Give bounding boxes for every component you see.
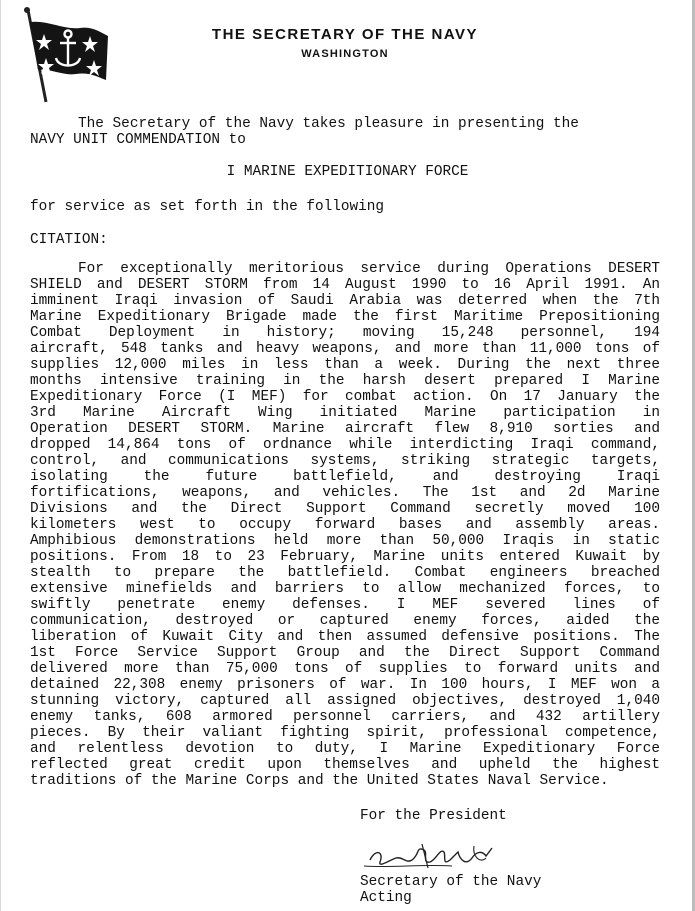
citation-line: dropped 14,864 tons of ordnance while interdicting Iraqi command, [30, 437, 660, 453]
citation-line: 1st Force Service Support Group and the Direct Support Command [30, 645, 660, 661]
page-edge-left [0, 0, 1, 911]
citation-line: pieces. By their valiant fighting spirit, professional competence, [30, 725, 660, 741]
citation-line: liberation of Kuwait City and then assumed defensive positions. The [30, 629, 660, 645]
citation-line: For exceptionally meritorious service during Operations DESERT [78, 261, 660, 277]
citation-line: Amphibious demonstrations held more than 50,000 Iraqis in static [30, 533, 660, 549]
citation-line: stealth to prepare the battlefield. Combat engineers breached [30, 565, 660, 581]
closing-line: For the President [360, 808, 507, 824]
citation-line: isolating the future battlefield, and destroying Iraqi [30, 469, 660, 485]
citation-line: detained 22,308 enemy prisoners of war. In 100 hours, I MEF won a [30, 677, 660, 693]
intro-paragraph [30, 116, 660, 148]
citation-line: communication, destroyed or captured enemy forces, aided the [30, 613, 660, 629]
citation-line: Divisions and the Direct Support Command secretly moved 100 [30, 501, 660, 517]
citation-line: Marine Expeditionary Brigade made the first Maritime Prepositioning [30, 309, 660, 325]
citation-line: fortifications, weapons, and vehicles. The 1st and 2d Marine [30, 485, 660, 501]
citation-line: enemy tanks, 608 armored personnel carriers, and 432 artillery [30, 709, 660, 725]
citation-line: kilometers west to occupy forward bases and assembly areas. [30, 517, 660, 533]
letterhead-title: THE SECRETARY OF THE NAVY [211, 26, 479, 43]
unit-name: I MARINE EXPEDITIONARY FORCE [226, 164, 469, 180]
citation-line: and relentless devotion to duty, I Marine Expeditionary Force [30, 741, 660, 757]
citation-line: traditions of the Marine Corps and the United States Naval Service. [30, 773, 609, 789]
letterhead-subtitle: WASHINGTON [301, 48, 389, 60]
citation-line: delivered more than 75,000 tons of supplies to forward units and [30, 661, 660, 677]
citation-line: SHIELD and DESERT STORM from 14 August 1990 to 16 April 1991. An [30, 277, 660, 293]
intro-line-2: NAVY UNIT COMMENDATION to [30, 132, 246, 148]
signer-title: Secretary of the Navy [360, 874, 542, 890]
citation-line: months intensive training in the harsh desert prepared I Marine [30, 373, 660, 389]
citation-line: reflected great credit upon themselves and upheld the highest [30, 757, 660, 773]
citation-line: Operation DESERT STORM. Marine aircraft flew 8,910 sorties and [30, 421, 660, 437]
citation-line: supplies 12,000 miles in less than a week. During the next three [30, 357, 660, 373]
letterhead [130, 26, 560, 62]
purpose-line: for service as set forth in the following [30, 199, 385, 215]
citation-line: control, and communications systems, striking strategic targets, [30, 453, 660, 469]
citation-label: CITATION: [30, 232, 108, 248]
intro-line-1: The Secretary of the Navy takes pleasure in presenting the [78, 116, 579, 132]
citation-line: Combat Deployment in history; moving 15,248 personnel, 194 [30, 325, 660, 341]
citation-line: imminent Iraqi invasion of Saudi Arabia was deterred when the 7th [30, 293, 660, 309]
citation-line: stunning victory, captured all assigned objectives, destroyed 1,040 [30, 693, 660, 709]
signer-role: Acting [360, 890, 412, 906]
citation-line: aircraft, 548 tanks and heavy weapons, and more than 11,000 tons of [30, 341, 660, 357]
handwritten-signature [362, 838, 532, 878]
citation-line: 3rd Marine Aircraft Wing initiated Marine participation in [30, 405, 660, 421]
citation-line: Expeditionary Force (I MEF) for combat action. On 17 January the [30, 389, 660, 405]
citation-line: extensive minefields and barriers to allow mechanized forces, to [30, 581, 660, 597]
citation-body [30, 261, 660, 789]
citation-line: swiftly penetrate enemy defenses. I MEF severed lines of [30, 597, 660, 613]
navy-flag-icon [14, 6, 114, 106]
citation-line: positions. From 18 to 23 February, Marine units entered Kuwait by [30, 549, 660, 565]
